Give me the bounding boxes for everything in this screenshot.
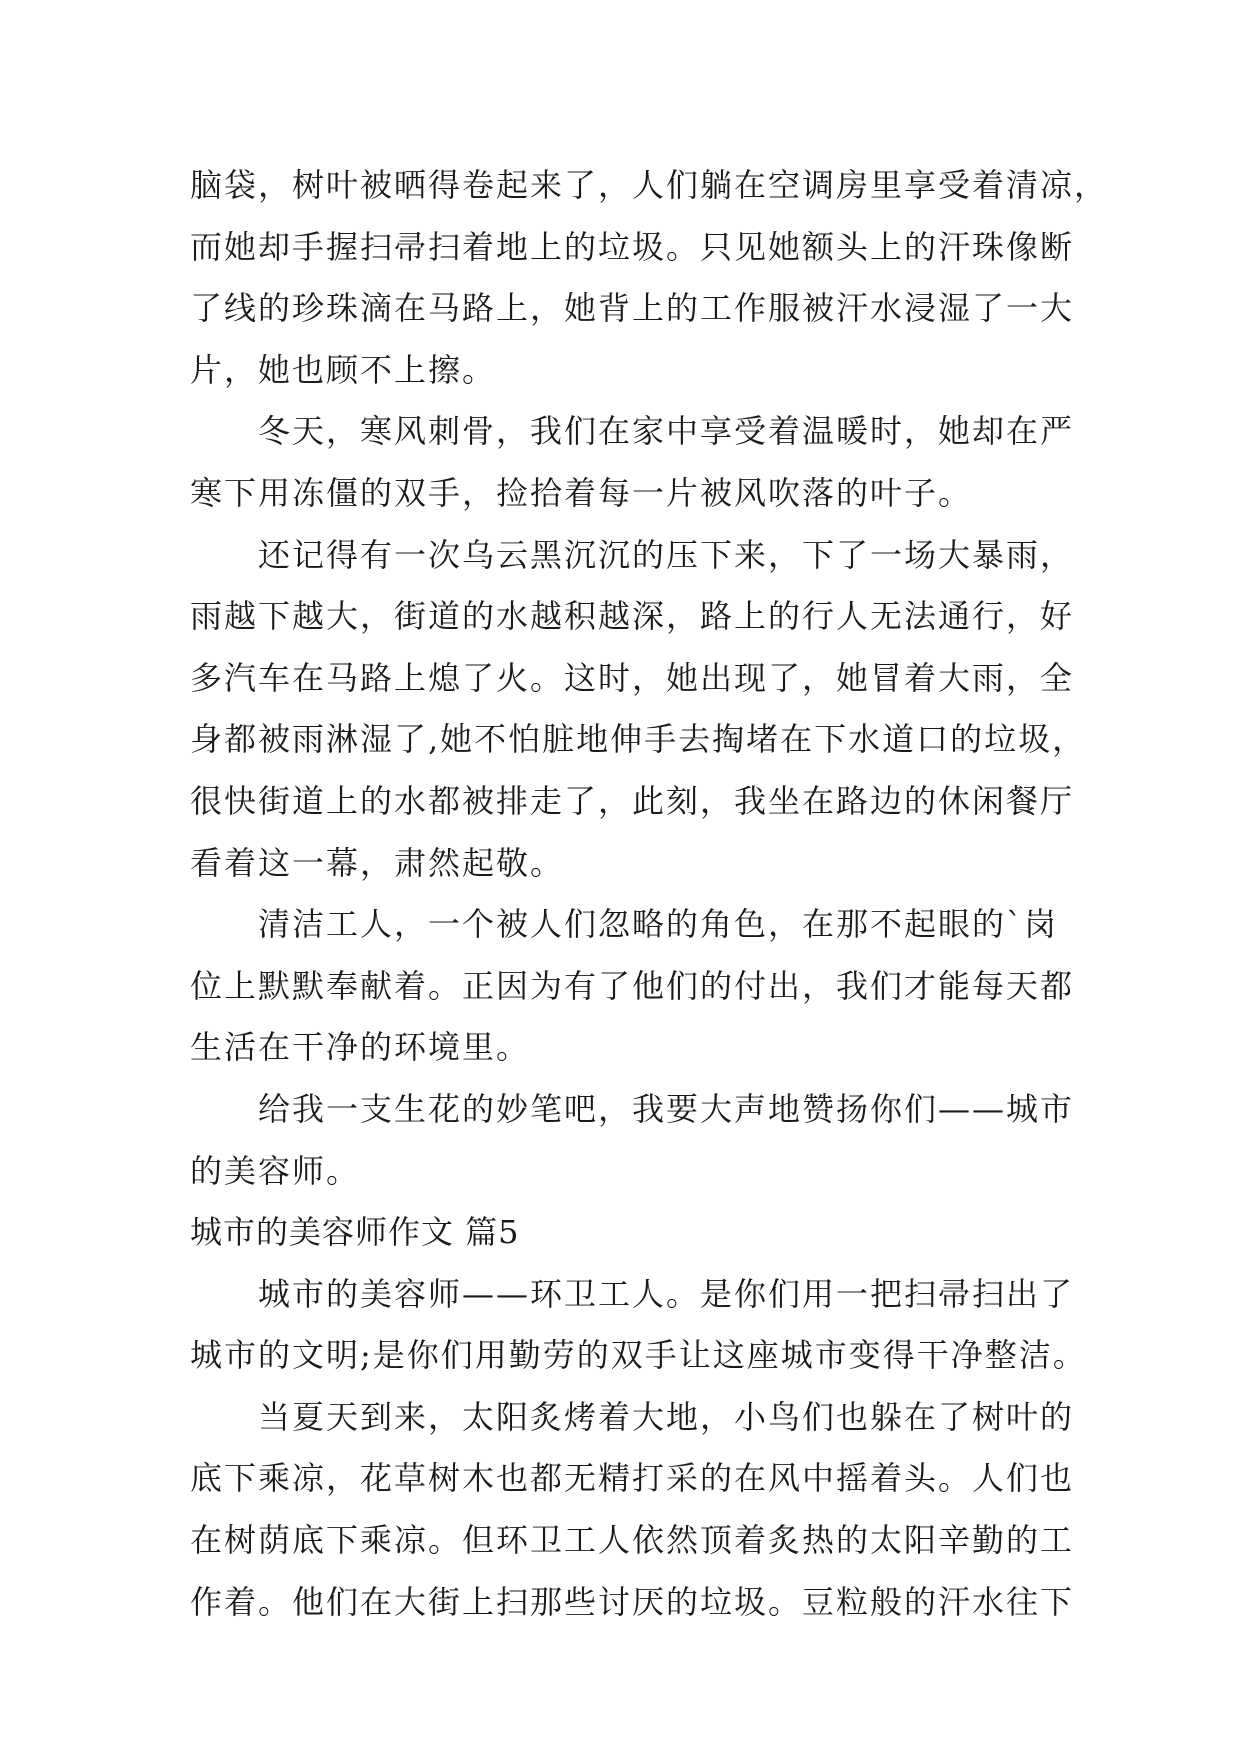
text-line: 身都被雨淋湿了,她不怕脏地伸手去掏堵在下水道口的垃圾， <box>190 720 1087 759</box>
text-line: 雨越下越大，街道的水越积越深，路上的行人无法通行，好 <box>190 597 1075 636</box>
text-line: 了线的珍珠滴在马路上，她背上的工作服被汗水浸湿了一大 <box>190 289 1075 328</box>
text-line: 在树荫底下乘凉。但环卫工人依然顶着炙热的太阳辛勤的工 <box>190 1521 1075 1560</box>
text-line: 城市的文明;是你们用勤劳的双手让这座城市变得干净整洁。 <box>190 1336 1087 1375</box>
text-line: 片，她也顾不上擦。 <box>190 350 497 389</box>
text-line: 看着这一幕，肃然起敬。 <box>190 843 565 882</box>
text-line: 的美容师。 <box>190 1151 361 1190</box>
text-line: 生活在干净的环境里。 <box>190 1028 531 1067</box>
text-line: 多汽车在马路上熄了火。这时，她出现了，她冒着大雨，全 <box>190 658 1075 697</box>
text-line: 底下乘凉，花草树木也都无精打采的在风中摇着头。人们也 <box>190 1459 1075 1498</box>
paragraph-first-line: 城市的美容师——环卫工人。是你们用一把扫帚扫出了 <box>258 1274 1075 1313</box>
paragraph-first-line: 当夏天到来，太阳炙烤着大地，小鸟们也躲在了树叶的 <box>258 1397 1075 1436</box>
paragraph-first-line: 清洁工人，一个被人们忽略的角色，在那不起眼的`岗 <box>258 905 1059 944</box>
text-line: 寒下用冻僵的双手，捡拾着每一片被风吹落的叶子。 <box>190 473 973 512</box>
text-line: 很快街道上的水都被排走了，此刻，我坐在路边的休闲餐厅 <box>190 781 1075 820</box>
paragraph-first-line: 冬天，寒风刺骨，我们在家中享受着温暖时，她却在严 <box>258 412 1075 451</box>
text-line: 作着。他们在大街上扫那些讨厌的垃圾。豆粒般的汗水往下 <box>190 1582 1075 1621</box>
paragraph-first-line: 还记得有一次乌云黑沉沉的压下来，下了一场大暴雨， <box>258 535 1075 574</box>
text-line: 位上默默奉献着。正因为有了他们的付出，我们才能每天都 <box>190 966 1075 1005</box>
text-line: 而她却手握扫帚扫着地上的垃圾。只见她额头上的汗珠像断 <box>190 227 1075 266</box>
document-body <box>190 155 1109 1633</box>
section-heading: 城市的美容师作文 篇5 <box>190 1213 520 1252</box>
paragraph-first-line: 给我一支生花的妙笔吧，我要大声地赞扬你们——城市 <box>258 1089 1075 1128</box>
text-line: 脑袋，树叶被晒得卷起来了，人们躺在空调房里享受着清凉， <box>190 166 1109 204</box>
